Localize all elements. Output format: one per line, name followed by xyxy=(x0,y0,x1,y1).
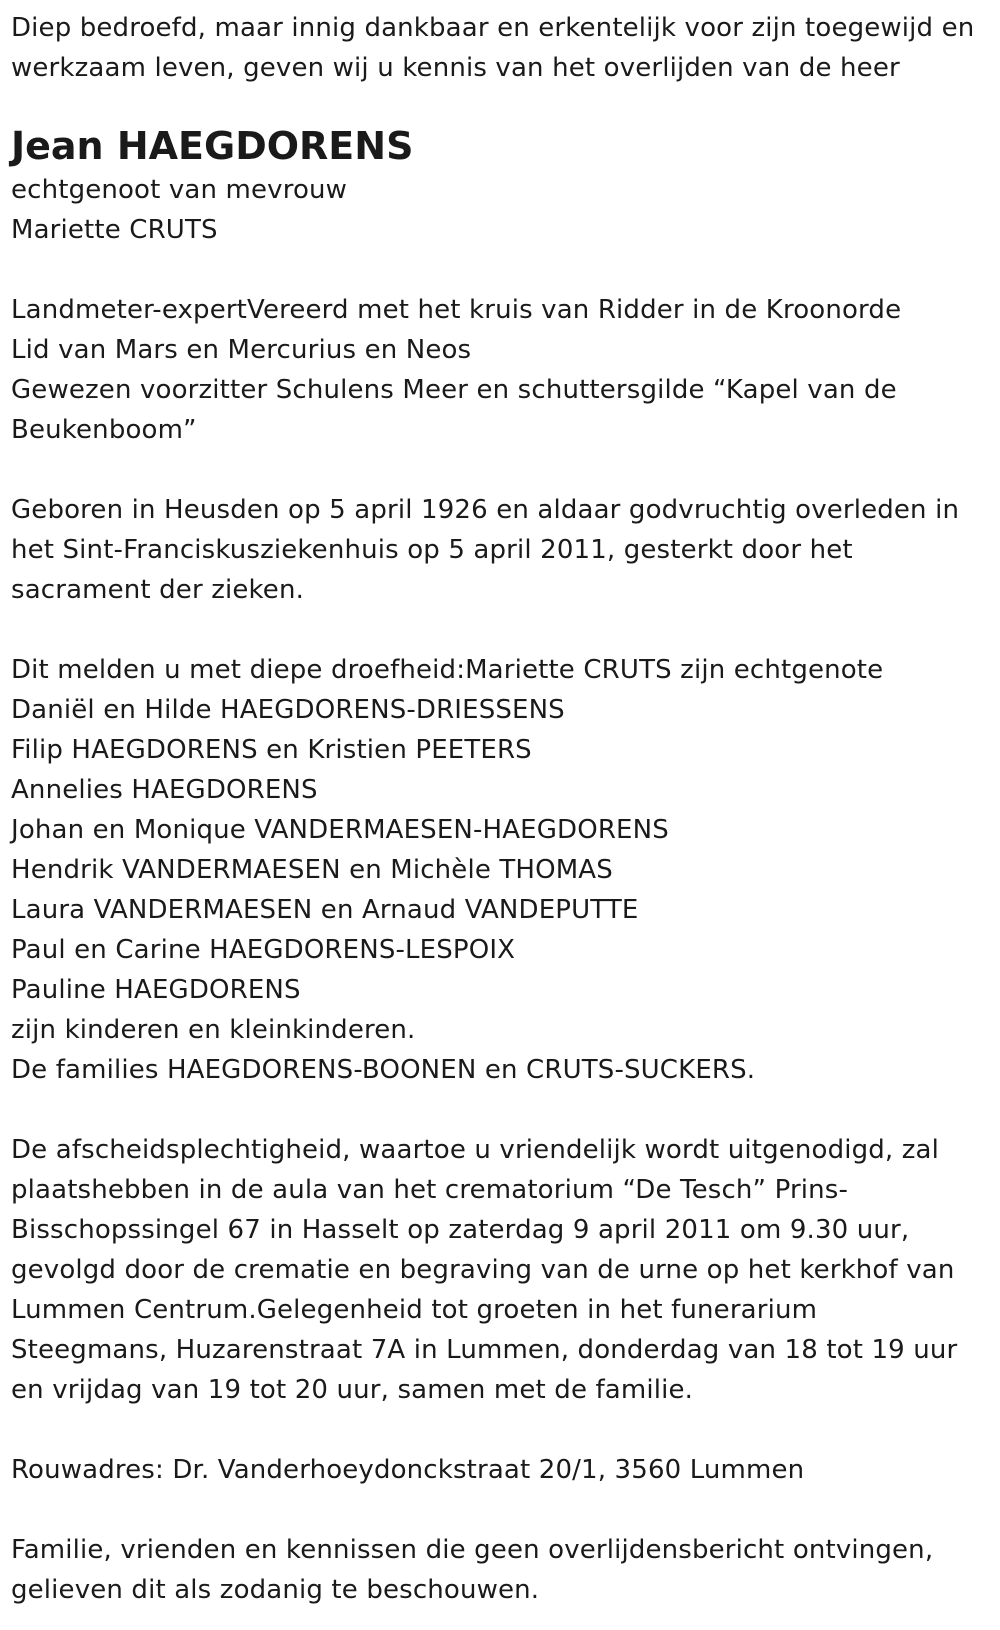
spouse-line: echtgenoot van mevrouw xyxy=(11,175,348,205)
birth-death-line: Geboren in Heusden op 5 april 1926 en aldaar godvruchtig overleden in xyxy=(11,495,960,525)
closing-line: Familie, vrienden en kennissen die geen overlijdensbericht ontvingen, xyxy=(11,1535,934,1565)
ceremony-line: plaatshebben in de aula van het crematorium “De Tesch” Prins- xyxy=(11,1175,849,1205)
spacer xyxy=(11,610,990,650)
ceremony-line: Lummen Centrum.Gelegenheid tot groeten in het funerarium xyxy=(11,1295,818,1325)
titles-paragraph xyxy=(11,290,990,450)
spacer xyxy=(11,1490,990,1530)
family-line: zijn kinderen en kleinkinderen. xyxy=(11,1015,416,1045)
family-line: Annelies HAEGDORENS xyxy=(11,775,318,805)
ceremony-line: De afscheidsplechtigheid, waartoe u vriendelijk wordt uitgenodigd, zal xyxy=(11,1135,940,1165)
family-line: De families HAEGDORENS-BOONEN en CRUTS-SUCKERS. xyxy=(11,1055,756,1085)
family-line: Filip HAEGDORENS en Kristien PEETERS xyxy=(11,735,532,765)
birth-death-line: sacrament der zieken. xyxy=(11,575,304,605)
ceremony-line: Bisschopssingel 67 in Hasselt op zaterdag 9 april 2011 om 9.30 uur, xyxy=(11,1215,910,1245)
ceremony-paragraph xyxy=(11,1130,990,1410)
family-line: Laura VANDERMAESEN en Arnaud VANDEPUTTE xyxy=(11,895,639,925)
family-line: Pauline HAEGDORENS xyxy=(11,975,301,1005)
family-paragraph xyxy=(11,650,990,1090)
ceremony-line: Steegmans, Huzarenstraat 7A in Lummen, donderdag van 18 tot 19 uur xyxy=(11,1335,958,1365)
family-line: Paul en Carine HAEGDORENS-LESPOIX xyxy=(11,935,516,965)
birth-death-paragraph xyxy=(11,490,990,610)
closing-paragraph xyxy=(11,1530,990,1610)
spacer xyxy=(11,450,990,490)
birth-death-line: het Sint-Franciskusziekenhuis op 5 april 2011, gesterkt door het xyxy=(11,535,853,565)
mourning-address: Rouwadres: Dr. Vanderhoeydonckstraat 20/1, 3560 Lummen xyxy=(11,1455,805,1485)
intro-line: Diep bedroefd, maar innig dankbaar en erkentelijk voor zijn toegewijd en xyxy=(11,13,975,43)
spouse-name: Mariette CRUTS xyxy=(11,215,218,245)
ceremony-line: en vrijdag van 19 tot 20 uur, samen met de familie. xyxy=(11,1375,694,1405)
title-line: Lid van Mars en Mercurius en Neos xyxy=(11,335,472,365)
title-line: Gewezen voorzitter Schulens Meer en schuttersgilde “Kapel van de xyxy=(11,375,897,405)
spouse-paragraph xyxy=(11,170,990,250)
spacer xyxy=(11,250,990,290)
title-line: Landmeter-expertVereerd met het kruis van Ridder in de Kroonorde xyxy=(11,295,902,325)
ceremony-line: gevolgd door de crematie en begraving van de urne op het kerkhof van xyxy=(11,1255,955,1285)
intro-line: werkzaam leven, geven wij u kennis van het overlijden van de heer xyxy=(11,53,900,83)
intro-paragraph xyxy=(11,8,990,88)
spacer xyxy=(11,1410,990,1450)
address-paragraph xyxy=(11,1450,990,1490)
deceased-name: Jean HAEGDORENS xyxy=(11,124,414,168)
title-line: Beukenboom” xyxy=(11,415,197,445)
closing-line: gelieven dit als zodanig te beschouwen. xyxy=(11,1575,540,1605)
family-line: Johan en Monique VANDERMAESEN-HAEGDORENS xyxy=(11,815,669,845)
family-line: Hendrik VANDERMAESEN en Michèle THOMAS xyxy=(11,855,613,885)
family-line: Daniël en Hilde HAEGDORENS-DRIESSENS xyxy=(11,695,565,725)
spacer xyxy=(11,1090,990,1130)
family-line: Dit melden u met diepe droefheid:Mariette CRUTS zijn echtgenote xyxy=(11,655,884,685)
